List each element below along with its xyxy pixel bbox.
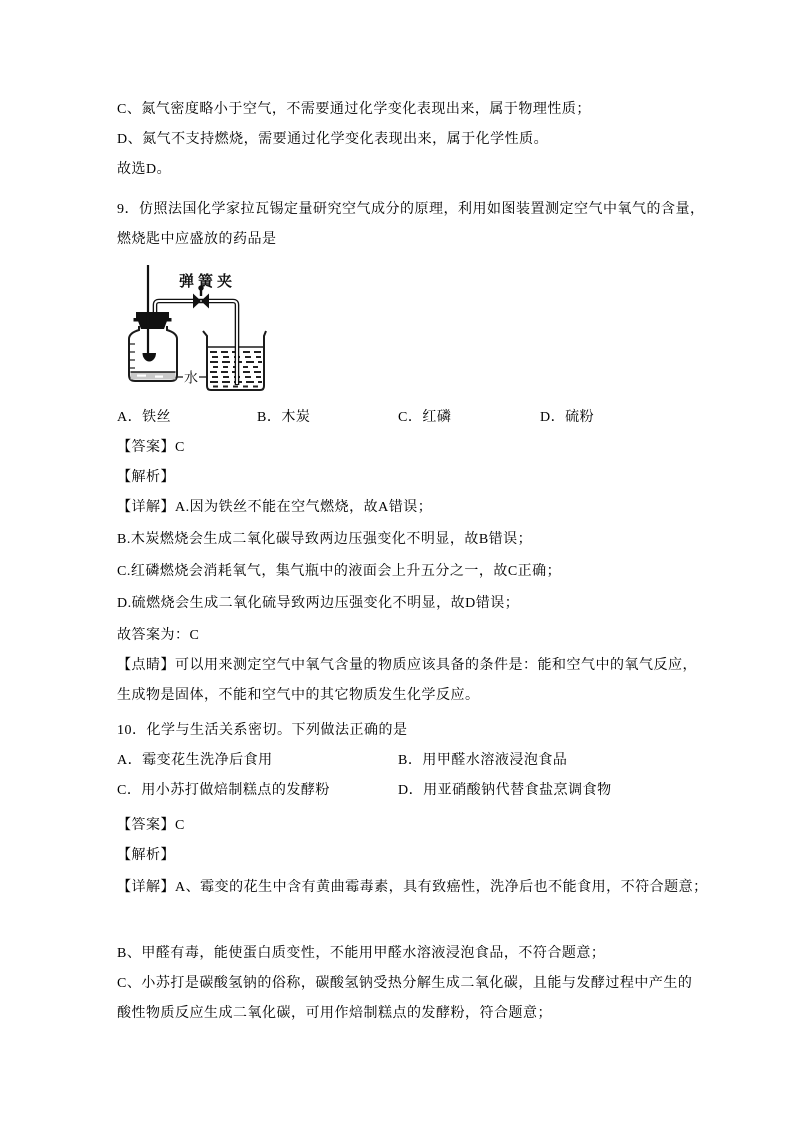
q9-option-b: B．木炭: [257, 410, 311, 425]
q10-detail-a: 【详解】A、霉变的花生中含有黄曲霉毒素，具有致癌性，洗净后也不能食用，不符合题意；: [117, 880, 708, 895]
q9-detail-a: 【详解】A.因为铁丝不能在空气燃烧，故A错误；: [117, 500, 433, 515]
q10-option-b: B．用甲醛水溶液浸泡食品: [398, 753, 568, 768]
q8-option-d-analysis: D、氮气不支持燃烧，需要通过化学变化表现出来，属于化学性质。: [117, 132, 549, 147]
q10-option-c: C．用小苏打做焙制糕点的发酵粉: [117, 783, 330, 798]
q10-detail-b: B、甲醛有毒，能使蛋白质变性，不能用甲醛水溶液浸泡食品，不符合题意；: [117, 946, 606, 961]
q9-options-row: [117, 403, 684, 433]
q10-analysis-heading: 【解析】: [117, 848, 175, 863]
water-label: 水: [184, 371, 198, 387]
q10-option-d: D．用亚硝酸钠代替食盐烹调食物: [398, 783, 612, 798]
q9-stem-line1: 9．仿照法国化学家拉瓦锡定量研究空气成分的原理，利用如图装置测定空气中氧气的含量，: [117, 202, 705, 217]
apparatus-diagram: [117, 263, 269, 403]
q8-option-c-analysis: C、氮气密度略小于空气，不需要通过化学变化表现出来，属于物理性质；: [117, 102, 591, 117]
q9-answer: 【答案】C: [117, 440, 185, 455]
q10-detail-c-line1: C、小苏打是碳酸氢钠的俗称，碳酸氢钠受热分解生成二氧化碳，且能与发酵过程中产生的: [117, 976, 693, 991]
q9-option-c: C．红磷: [398, 410, 452, 425]
clamp-label: 弹簧夹: [179, 273, 237, 290]
q8-conclusion: 故选D。: [117, 162, 172, 177]
bottle-water-layer: [131, 372, 176, 380]
q10-answer: 【答案】C: [117, 818, 185, 833]
q10-options-row2: [117, 776, 684, 806]
beaker: [203, 331, 266, 390]
q9-stem-line2: 燃烧匙中应盛放的药品是: [117, 232, 277, 247]
q9-option-d: D．硫粉: [540, 410, 595, 425]
q9-detail-c: C.红磷燃烧会消耗氧气，集气瓶中的液面会上升五分之一，故C正确；: [117, 564, 562, 579]
q10-options-row1: [117, 746, 684, 776]
q9-analysis-heading: 【解析】: [117, 470, 175, 485]
q9-tip-line2: 生成物是固体，不能和空气中的其它物质发生化学反应。: [117, 688, 480, 703]
q10-detail-c-line2: 酸性物质反应生成二氧化碳，可用作焙制糕点的发酵粉，符合题意；: [117, 1006, 552, 1021]
q10-stem: 10．化学与生活关系密切。下列做法正确的是: [117, 723, 408, 738]
q9-option-a: A．铁丝: [117, 410, 172, 425]
q9-tip-line1: 【点睛】可以用来测定空气中氧气含量的物质应该具备的条件是：能和空气中的氧气反应，: [117, 658, 697, 673]
q9-detail-b: B.木炭燃烧会生成二氧化碳导致两边压强变化不明显，故B错误；: [117, 532, 533, 547]
q10-option-a: A．霉变花生洗净后食用: [117, 753, 273, 768]
q9-detail-conclusion: 故答案为：C: [117, 628, 200, 643]
q9-apparatus-figure: [117, 263, 684, 403]
q9-detail-d: D.硫燃烧会生成二氧化硫导致两边压强变化不明显，故D错误；: [117, 596, 520, 611]
